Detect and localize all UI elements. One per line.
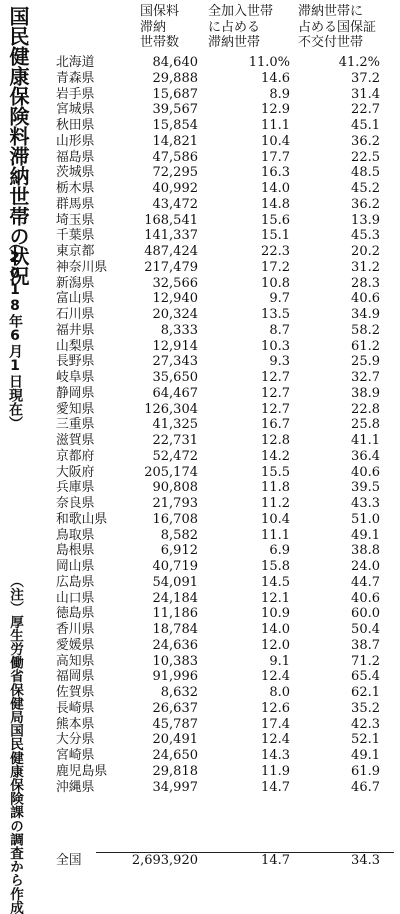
- date-subtitle: （2018年6月1日現在）: [7, 236, 23, 430]
- pct-noncard: 38.7: [351, 637, 380, 653]
- header-households-line: 国保料: [140, 4, 180, 19]
- table-row: [44, 417, 398, 433]
- prefecture-name: 熊本県: [56, 716, 95, 732]
- total-row: [44, 853, 398, 869]
- table-row: [44, 748, 398, 764]
- pct-delinquent: 16.7: [261, 417, 290, 433]
- delinquent-households: 141,337: [144, 228, 198, 244]
- pct-noncard: 61.9: [351, 763, 380, 779]
- table-body: [44, 55, 398, 795]
- table-row: [44, 638, 398, 654]
- pct-delinquent: 15.6: [261, 212, 290, 228]
- pct-noncard: 22.8: [351, 401, 380, 417]
- prefecture-name: 鹿児島県: [56, 763, 108, 779]
- table-row: [44, 606, 398, 622]
- pct-delinquent: 12.7: [261, 401, 290, 417]
- pct-noncard: 32.7: [351, 370, 380, 385]
- table-row: [44, 701, 398, 717]
- prefecture-name: 兵庫県: [56, 480, 95, 496]
- pct-delinquent: 8.0: [269, 685, 290, 700]
- delinquent-households: 43,472: [152, 196, 198, 212]
- pct-noncard: 43.3: [351, 496, 380, 511]
- pct-noncard: 31.2: [351, 259, 380, 275]
- pct-delinquent: 16.3: [261, 165, 290, 181]
- pct-noncard: 50.4: [351, 622, 380, 637]
- table-row: [44, 134, 398, 150]
- prefecture-name: 千葉県: [56, 228, 95, 244]
- pct-noncard: 71.2: [351, 653, 380, 669]
- prefecture-name: 佐賀県: [56, 685, 95, 700]
- table-row: [44, 276, 398, 292]
- prefecture-name: 長野県: [56, 354, 95, 370]
- delinquent-households: 90,808: [152, 480, 198, 496]
- delinquent-households: 10,383: [152, 653, 198, 669]
- pct-noncard: 36.2: [351, 196, 380, 212]
- pct-delinquent: 10.8: [261, 275, 290, 291]
- delinquent-households: 32,566: [152, 275, 198, 291]
- pct-noncard: 31.4: [351, 86, 380, 102]
- prefecture-name: 宮崎県: [56, 748, 95, 763]
- pct-delinquent: 11.9: [261, 763, 290, 779]
- table-row: [44, 102, 398, 118]
- header-households-line: 滞納: [140, 19, 167, 35]
- page-title: 国民健康保険料滞納世帯の状況: [6, 6, 30, 286]
- total-households: 2,693,920: [131, 853, 198, 868]
- pct-noncard: 40.6: [351, 590, 380, 606]
- pct-delinquent: 9.7: [269, 291, 290, 307]
- pct-noncard: 61.2: [351, 338, 380, 354]
- prefecture-name: 茨城県: [56, 165, 95, 181]
- pct-noncard: 46.7: [351, 779, 380, 795]
- table-row: [44, 528, 398, 544]
- source-note: （注）厚生労働省保健局国民健康保険課の調査から作成: [7, 574, 23, 914]
- delinquent-households: 20,491: [152, 732, 198, 748]
- pct-delinquent: 10.3: [261, 338, 290, 354]
- table-row: [44, 181, 398, 197]
- table-row: [44, 433, 398, 449]
- header-pct-delinquent-line: に占める: [208, 19, 261, 35]
- prefecture-name: 奈良県: [56, 496, 95, 511]
- pct-noncard: 22.7: [351, 102, 380, 118]
- table-row: [44, 71, 398, 87]
- delinquent-households: 34,997: [152, 779, 198, 795]
- prefecture-name: 愛知県: [56, 401, 95, 417]
- pct-delinquent: 14.7: [261, 779, 290, 795]
- pct-delinquent: 12.6: [261, 700, 290, 716]
- pct-noncard: 41.2%: [338, 55, 380, 70]
- pct-delinquent: 10.4: [261, 511, 290, 527]
- prefecture-name: 岡山県: [56, 559, 95, 574]
- prefecture-name: 石川県: [56, 307, 95, 322]
- prefecture-name: 長崎県: [56, 700, 95, 716]
- prefecture-name: 福井県: [56, 322, 95, 338]
- table-row: [44, 386, 398, 402]
- prefecture-name: 滋賀県: [56, 433, 95, 448]
- pct-noncard: 51.0: [351, 511, 380, 527]
- delinquent-households: 35,650: [152, 370, 198, 385]
- pct-noncard: 44.7: [351, 574, 380, 590]
- delinquent-households: 52,472: [152, 448, 198, 464]
- pct-noncard: 25.8: [351, 417, 380, 433]
- pct-delinquent: 8.7: [269, 322, 290, 338]
- prefecture-name: 東京都: [56, 244, 95, 259]
- pct-delinquent: 9.3: [269, 354, 290, 370]
- pct-noncard: 25.9: [351, 354, 380, 370]
- table-row: [44, 575, 398, 591]
- table-row: [44, 465, 398, 481]
- pct-delinquent: 10.9: [261, 606, 290, 622]
- table-row: [44, 291, 398, 307]
- pct-delinquent: 17.2: [261, 259, 290, 275]
- delinquent-households: 26,637: [152, 700, 198, 716]
- pct-delinquent: 15.1: [261, 228, 290, 244]
- prefecture-name: 大分県: [56, 732, 95, 748]
- pct-delinquent: 17.4: [261, 716, 290, 732]
- delinquent-households: 22,731: [152, 433, 198, 448]
- pct-delinquent: 13.5: [261, 307, 290, 322]
- prefecture-name: 群馬県: [56, 196, 95, 212]
- prefecture-name: 三重県: [56, 417, 95, 433]
- pct-delinquent: 8.9: [269, 86, 290, 102]
- table-row: [44, 512, 398, 528]
- pct-delinquent: 12.1: [261, 590, 290, 606]
- header-pct-noncard-line: 占める国保証: [298, 19, 377, 35]
- pct-delinquent: 15.5: [261, 464, 290, 480]
- table-row: [44, 669, 398, 685]
- table-row: [44, 764, 398, 780]
- delinquent-households: 21,793: [152, 496, 198, 511]
- prefecture-name: 福岡県: [56, 669, 95, 685]
- table-row: [44, 449, 398, 465]
- table-row: [44, 780, 398, 796]
- delinquent-households: 126,304: [144, 401, 198, 417]
- delinquent-households: 29,888: [152, 70, 198, 86]
- table-row: [44, 685, 398, 701]
- pct-noncard: 62.1: [351, 685, 380, 700]
- prefecture-name: 埼玉県: [56, 212, 95, 228]
- table-row: [44, 354, 398, 370]
- pct-noncard: 36.4: [351, 448, 380, 464]
- pct-delinquent: 12.4: [261, 732, 290, 748]
- pct-noncard: 38.8: [351, 543, 380, 559]
- table-row: [44, 150, 398, 166]
- delinquent-households: 8,632: [160, 685, 198, 700]
- pct-noncard: 52.1: [351, 732, 380, 748]
- pct-delinquent: 15.8: [261, 559, 290, 574]
- delinquent-households: 39,567: [152, 102, 198, 118]
- prefecture-name: 大阪府: [56, 464, 95, 480]
- pct-delinquent: 6.9: [269, 543, 290, 559]
- delinquent-households: 40,992: [152, 181, 198, 196]
- delinquent-households: 11,186: [152, 606, 198, 622]
- table-row: [44, 717, 398, 733]
- delinquent-households: 27,343: [152, 354, 198, 370]
- delinquent-households: 20,324: [152, 307, 198, 322]
- prefecture-name: 静岡県: [56, 385, 95, 401]
- pct-noncard: 49.1: [351, 748, 380, 763]
- table-row: [44, 480, 398, 496]
- prefecture-name: 福島県: [56, 149, 95, 165]
- delinquent-households: 14,821: [152, 133, 198, 149]
- delinquent-households: 24,184: [152, 590, 198, 606]
- table-row: [44, 165, 398, 181]
- pct-delinquent: 12.7: [261, 385, 290, 401]
- prefecture-name: 沖縄県: [56, 779, 95, 795]
- header-pct-noncard: [298, 4, 376, 51]
- table-row: [44, 213, 398, 229]
- table-row: [44, 339, 398, 355]
- pct-noncard: 28.3: [351, 275, 380, 291]
- delinquent-households: 6,912: [160, 543, 198, 559]
- pct-delinquent: 10.4: [261, 133, 290, 149]
- pct-delinquent: 14.6: [261, 70, 290, 86]
- pct-delinquent: 12.0: [261, 637, 290, 653]
- delinquent-households: 45,787: [152, 716, 198, 732]
- pct-delinquent: 12.9: [261, 102, 290, 118]
- delinquent-households: 24,636: [152, 637, 198, 653]
- prefecture-name: 青森県: [56, 70, 95, 86]
- pct-delinquent: 14.0: [261, 622, 290, 637]
- delinquent-households: 47,586: [152, 149, 198, 165]
- table-row: [44, 591, 398, 607]
- pct-delinquent: 11.1: [261, 527, 290, 543]
- delinquent-households: 64,467: [152, 385, 198, 401]
- delinquent-households: 217,479: [144, 259, 198, 275]
- total-pct-noncard: 34.3: [351, 853, 380, 868]
- delinquent-households: 84,640: [152, 55, 198, 70]
- delinquent-households: 15,854: [152, 118, 198, 133]
- prefecture-name: 京都府: [56, 448, 95, 464]
- header-pct-delinquent-line: 全加入世帯: [208, 4, 274, 19]
- prefecture-name: 新潟県: [56, 275, 95, 291]
- pct-noncard: 65.4: [351, 669, 380, 685]
- prefecture-name: 広島県: [56, 574, 95, 590]
- table-row: [44, 496, 398, 512]
- pct-noncard: 58.2: [351, 322, 380, 338]
- pct-delinquent: 11.0%: [248, 55, 290, 70]
- pct-delinquent: 12.7: [261, 370, 290, 385]
- table-row: [44, 402, 398, 418]
- total-name: 全国: [56, 853, 82, 868]
- pct-noncard: 48.5: [351, 165, 380, 181]
- delinquent-households: 15,687: [152, 86, 198, 102]
- delinquent-households: 12,940: [152, 291, 198, 307]
- table-row: [44, 228, 398, 244]
- table-row: [44, 622, 398, 638]
- pct-noncard: 24.0: [351, 559, 380, 574]
- pct-noncard: 45.3: [351, 228, 380, 244]
- pct-noncard: 45.2: [351, 181, 380, 196]
- prefecture-name: 高知県: [56, 653, 95, 669]
- header-households: [140, 4, 179, 51]
- pct-noncard: 37.2: [351, 70, 380, 86]
- prefecture-name: 鳥取県: [56, 527, 95, 543]
- prefecture-name: 山形県: [56, 133, 95, 149]
- table-row: [44, 197, 398, 213]
- pct-noncard: 40.6: [351, 464, 380, 480]
- delinquent-households: 91,996: [152, 669, 198, 685]
- pct-delinquent: 12.4: [261, 669, 290, 685]
- table-row: [44, 260, 398, 276]
- pct-delinquent: 11.8: [261, 480, 290, 496]
- pct-delinquent: 12.8: [261, 433, 290, 448]
- prefecture-name: 山口県: [56, 590, 95, 606]
- table-row: [44, 55, 398, 71]
- pct-noncard: 38.9: [351, 385, 380, 401]
- pct-noncard: 45.1: [351, 118, 380, 133]
- prefecture-name: 秋田県: [56, 118, 95, 133]
- pct-noncard: 60.0: [351, 606, 380, 622]
- table-row: [44, 559, 398, 575]
- header-pct-delinquent-line: 滞納世帯: [208, 35, 261, 50]
- prefecture-name: 北海道: [56, 55, 95, 70]
- delinquent-households: 72,295: [152, 165, 198, 181]
- prefecture-name: 岩手県: [56, 86, 95, 102]
- pct-noncard: 41.1: [351, 433, 380, 448]
- pct-delinquent: 17.7: [261, 149, 290, 165]
- table-row: [44, 87, 398, 103]
- table-row: [44, 370, 398, 386]
- delinquent-households: 168,541: [144, 212, 198, 228]
- pct-noncard: 49.1: [351, 527, 380, 543]
- prefecture-name: 香川県: [56, 622, 95, 637]
- total-pct-delinquent: 14.7: [261, 853, 290, 868]
- header-pct-noncard-line: 不交付世帯: [298, 35, 364, 50]
- pct-noncard: 36.2: [351, 133, 380, 149]
- pct-delinquent: 14.0: [261, 181, 290, 196]
- table-row: [44, 307, 398, 323]
- prefecture-name: 山梨県: [56, 338, 95, 354]
- delinquent-households: 16,708: [152, 511, 198, 527]
- delinquent-households: 12,914: [152, 338, 198, 354]
- delinquent-households: 18,784: [152, 622, 198, 637]
- prefecture-name: 富山県: [56, 291, 95, 307]
- table-row: [44, 732, 398, 748]
- pct-delinquent: 14.2: [261, 448, 290, 464]
- prefecture-name: 和歌山県: [56, 511, 108, 527]
- delinquent-households: 24,650: [152, 748, 198, 763]
- delinquent-households: 487,424: [144, 244, 198, 259]
- delinquent-households: 40,719: [152, 559, 198, 574]
- prefecture-name: 宮城県: [56, 102, 95, 118]
- header-pct-noncard-line: 滞納世帯に: [298, 4, 364, 19]
- table-row: [44, 244, 398, 260]
- pct-noncard: 40.6: [351, 291, 380, 307]
- pct-delinquent: 14.3: [261, 748, 290, 763]
- header-pct-delinquent: [208, 4, 273, 51]
- delinquent-households: 41,325: [152, 417, 198, 433]
- delinquent-households: 8,333: [160, 322, 198, 338]
- pct-delinquent: 9.1: [269, 653, 290, 669]
- table-row: [44, 118, 398, 134]
- prefecture-name: 岐阜県: [56, 370, 95, 385]
- pct-delinquent: 14.8: [261, 196, 290, 212]
- prefecture-name: 島根県: [56, 543, 95, 559]
- pct-delinquent: 11.2: [261, 496, 290, 511]
- table-row: [44, 323, 398, 339]
- delinquent-households: 54,091: [152, 574, 198, 590]
- pct-noncard: 20.2: [351, 244, 380, 259]
- pct-delinquent: 22.3: [261, 244, 290, 259]
- pct-noncard: 13.9: [351, 212, 380, 228]
- delinquent-households: 29,818: [152, 763, 198, 779]
- pct-noncard: 34.9: [351, 307, 380, 322]
- pct-noncard: 42.3: [351, 716, 380, 732]
- delinquent-households: 205,174: [144, 464, 198, 480]
- prefecture-name: 栃木県: [56, 181, 95, 196]
- pct-delinquent: 14.5: [261, 574, 290, 590]
- pct-delinquent: 11.1: [261, 118, 290, 133]
- prefecture-name: 神奈川県: [56, 259, 108, 275]
- pct-noncard: 35.2: [351, 700, 380, 716]
- table-row: [44, 543, 398, 559]
- table-row: [44, 654, 398, 670]
- pct-noncard: 39.5: [351, 480, 380, 496]
- header-households-line: 世帯数: [140, 35, 180, 50]
- delinquent-households: 8,582: [160, 527, 198, 543]
- prefecture-name: 徳島県: [56, 606, 95, 622]
- prefecture-name: 愛媛県: [56, 637, 95, 653]
- pct-noncard: 22.5: [351, 149, 380, 165]
